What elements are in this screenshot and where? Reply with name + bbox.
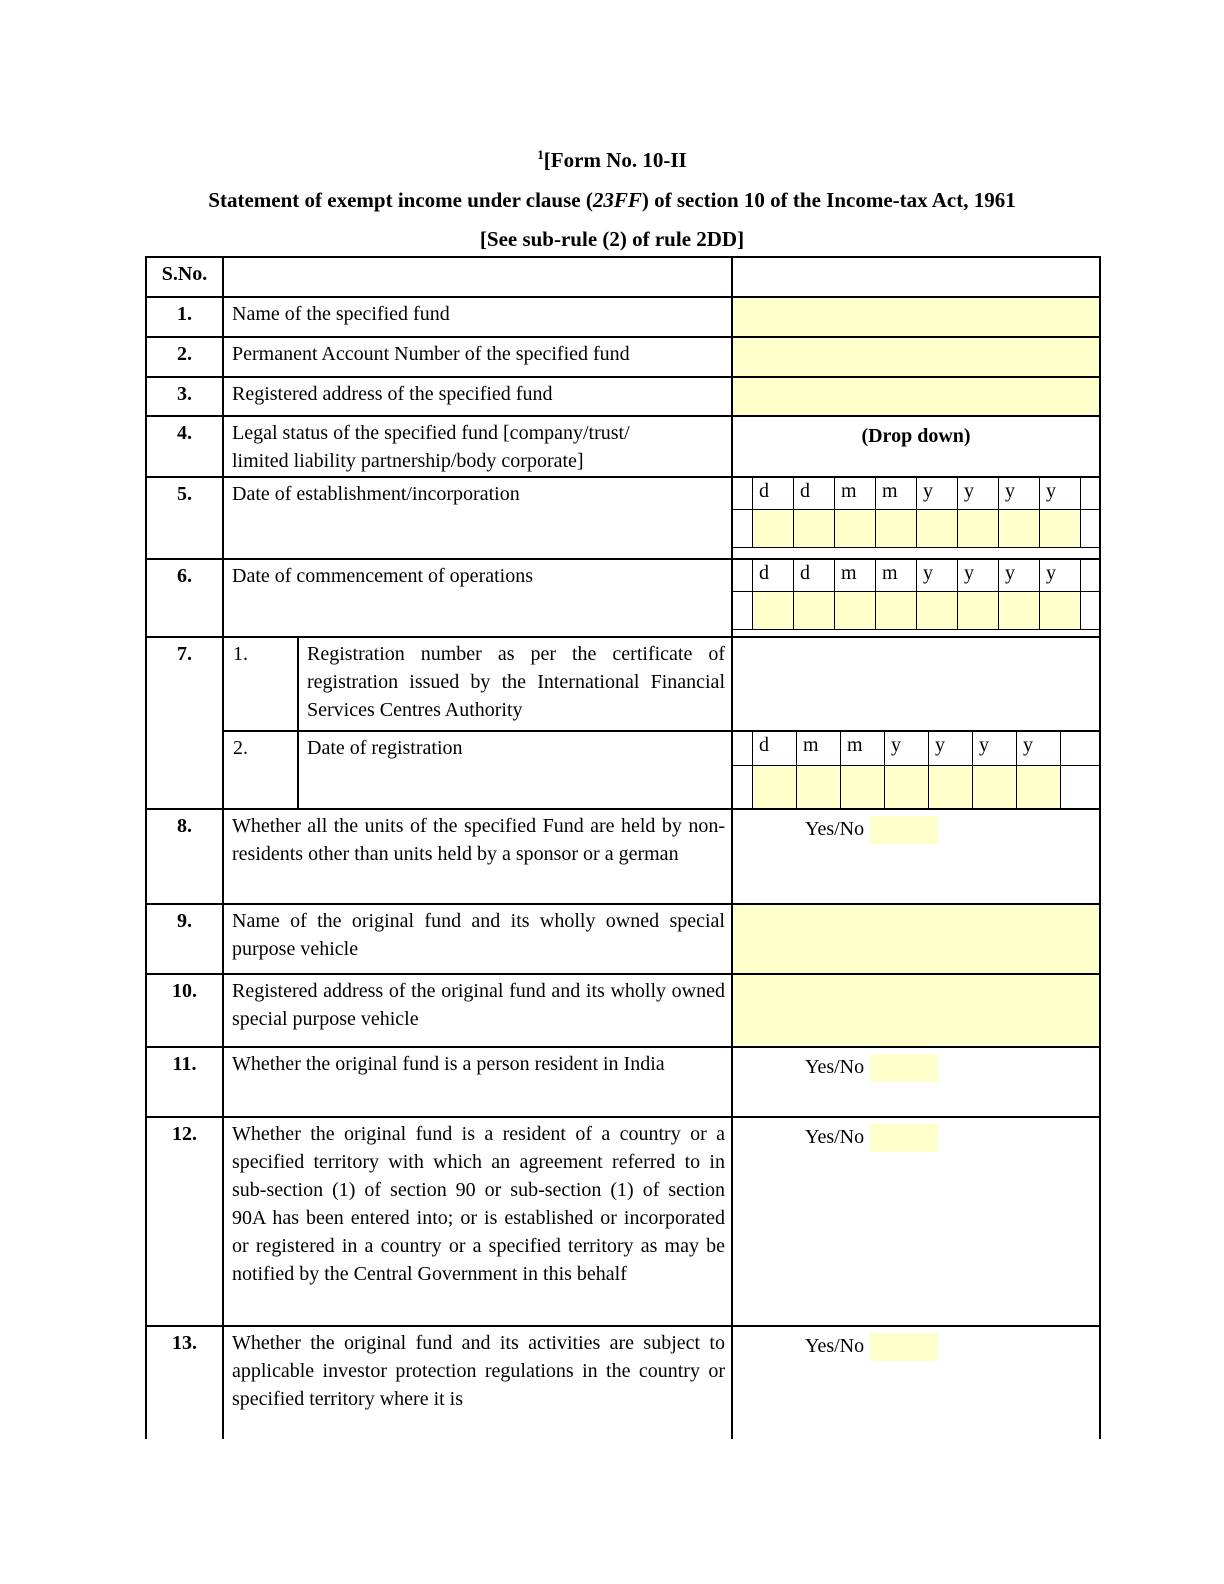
date-letter-cell: d xyxy=(794,560,835,591)
sno-cell: 8. xyxy=(147,810,224,903)
sno-cell: 3. xyxy=(147,378,224,415)
question-cell: Legal status of the specified fund [company/trust/ limited liability partnership/body corporate] xyxy=(224,417,733,476)
date-input-cell[interactable] xyxy=(917,592,958,629)
date-letter-cell: y xyxy=(917,560,958,591)
date-input-row xyxy=(733,766,1099,808)
sno-cell: 7. xyxy=(147,638,224,808)
table-row-3 xyxy=(147,378,1099,417)
form-title xyxy=(0,141,1224,174)
date-input-cell[interactable] xyxy=(841,766,885,808)
sub-sno-cell: 1. xyxy=(224,638,299,730)
date-input-cell[interactable] xyxy=(1017,766,1061,808)
question-cell: Date of registration xyxy=(299,732,733,808)
sno-cell: 9. xyxy=(147,905,224,973)
date-grid-establishment xyxy=(733,478,1099,558)
sno-cell: 13. xyxy=(147,1327,224,1439)
date-spacer-cell xyxy=(1081,510,1099,547)
date-grid-commencement xyxy=(733,560,1099,636)
sno-cell: 6. xyxy=(147,560,224,636)
question-cell: Whether all the units of the specified Fund are held by non-residents other than units held by a sponsor or a german xyxy=(224,810,733,903)
date-letter-cell: y xyxy=(929,732,973,765)
date-input-cell[interactable] xyxy=(1040,592,1081,629)
table-row-7 xyxy=(147,638,1099,810)
form-statement: Statement of exempt income under clause (23FF) of section 10 of the Income-tax Act, 1961 xyxy=(208,188,1016,212)
date-letter-cell: m xyxy=(835,560,876,591)
yes-no-input-box[interactable] xyxy=(870,816,938,844)
table-row-4 xyxy=(147,417,1099,478)
clause-ref: 23FF xyxy=(592,188,642,212)
date-input-cell[interactable] xyxy=(958,510,999,547)
date-input-cell[interactable] xyxy=(876,510,917,547)
answer-cell xyxy=(733,1327,1099,1439)
input-original-fund-name[interactable] xyxy=(733,905,1099,973)
yes-no-input-box[interactable] xyxy=(870,1333,938,1361)
input-fund-pan[interactable] xyxy=(733,338,1099,376)
yes-no-input-box[interactable] xyxy=(870,1054,938,1082)
table-row-6 xyxy=(147,560,1099,638)
date-spacer-cell xyxy=(733,560,753,591)
answer-cell xyxy=(733,1048,1099,1116)
date-letter-cell: y xyxy=(958,478,999,509)
date-spacer-cell xyxy=(733,478,753,509)
date-letter-cell: y xyxy=(958,560,999,591)
date-input-cell[interactable] xyxy=(1040,510,1081,547)
question-cell: Name of the original fund and its wholly owned special purpose vehicle xyxy=(224,905,733,973)
table-row-11 xyxy=(147,1048,1099,1118)
date-input-cell[interactable] xyxy=(753,592,794,629)
yes-no-label: Yes/No xyxy=(805,818,865,840)
input-registration-number[interactable] xyxy=(733,638,1099,730)
date-input-cell[interactable] xyxy=(885,766,929,808)
yes-no-input-box[interactable] xyxy=(870,1124,938,1152)
question-cell: Whether the original fund is a resident of a country or a specified territory with which an agreement referred to in sub-section (1) of section 90 or sub-section (1) of section 90A has been entered into; or is established or incorporated or registered in a country or a specified territory as may be notified by the Central Government in this behalf xyxy=(224,1118,733,1325)
date-input-cell[interactable] xyxy=(794,510,835,547)
table-row-8 xyxy=(147,810,1099,905)
date-input-cell[interactable] xyxy=(999,510,1040,547)
footnote-marker: 1 xyxy=(537,147,544,162)
date-spacer-cell xyxy=(1061,732,1099,765)
dropdown-legal-status[interactable]: (Drop down) xyxy=(861,425,971,447)
sno-header-cell: S.No. xyxy=(147,258,224,296)
question-cell: Date of commencement of operations xyxy=(224,560,733,636)
date-input-cell[interactable] xyxy=(917,510,958,547)
date-input-cell[interactable] xyxy=(999,592,1040,629)
sno-cell: 4. xyxy=(147,417,224,476)
date-spacer-cell xyxy=(1081,560,1099,591)
date-input-cell[interactable] xyxy=(929,766,973,808)
date-input-cell[interactable] xyxy=(797,766,841,808)
yes-no-label: Yes/No xyxy=(805,1335,865,1357)
table-row-10 xyxy=(147,975,1099,1048)
date-letter-cell: y xyxy=(973,732,1017,765)
question-cell: Registered address of the specified fund xyxy=(224,378,733,415)
date-letter-cell: y xyxy=(1040,560,1081,591)
date-spacer-cell xyxy=(1081,478,1099,509)
form-table xyxy=(145,256,1101,1439)
date-letter-cell: d xyxy=(753,560,794,591)
question-cell: Permanent Account Number of the specified fund xyxy=(224,338,733,376)
date-input-row xyxy=(733,510,1099,548)
date-letter-row xyxy=(733,478,1099,510)
sno-cell: 1. xyxy=(147,298,224,336)
input-fund-name[interactable] xyxy=(733,298,1099,336)
sub-sno-cell: 2. xyxy=(224,732,299,808)
question-cell: Name of the specified fund xyxy=(224,298,733,336)
yes-no-label: Yes/No xyxy=(805,1126,865,1148)
yes-no-label: Yes/No xyxy=(805,1056,865,1078)
table-header-row xyxy=(147,258,1099,298)
date-input-row xyxy=(733,592,1099,630)
table-row-9 xyxy=(147,905,1099,975)
form-number-text: [Form No. 10-II xyxy=(543,148,687,172)
sno-cell: 10. xyxy=(147,975,224,1046)
question-cell: Date of establishment/incorporation xyxy=(224,478,733,558)
date-input-cell[interactable] xyxy=(958,592,999,629)
answer-cell xyxy=(733,810,1099,903)
date-spacer-cell xyxy=(1061,766,1099,808)
date-letter-cell: y xyxy=(999,478,1040,509)
table-row-1 xyxy=(147,298,1099,338)
date-spacer-cell xyxy=(733,732,753,765)
question-header-cell xyxy=(224,258,733,296)
answer-header-cell xyxy=(733,258,1099,296)
date-input-cell[interactable] xyxy=(753,510,794,547)
date-letter-row xyxy=(733,560,1099,592)
sno-cell: 2. xyxy=(147,338,224,376)
date-input-cell[interactable] xyxy=(973,766,1017,808)
date-input-cell[interactable] xyxy=(876,592,917,629)
sno-cell: 12. xyxy=(147,1118,224,1325)
date-input-cell[interactable] xyxy=(835,592,876,629)
date-letter-cell: m xyxy=(797,732,841,765)
table-row-12 xyxy=(147,1118,1099,1327)
date-spacer-cell xyxy=(733,510,753,547)
date-letter-cell: m xyxy=(841,732,885,765)
question-cell: Registration number as per the certificate of registration issued by the International Financial Services Centres Authority xyxy=(299,638,733,730)
date-letter-row xyxy=(733,732,1099,766)
table-row-7-2 xyxy=(224,732,1099,808)
date-input-cell[interactable] xyxy=(753,766,797,808)
table-row-13 xyxy=(147,1327,1099,1439)
date-grid-registration xyxy=(733,732,1099,808)
date-letter-cell: y xyxy=(917,478,958,509)
input-original-fund-address[interactable] xyxy=(733,975,1099,1046)
date-letter-cell: y xyxy=(1017,732,1061,765)
table-row-5 xyxy=(147,478,1099,560)
date-spacer-cell xyxy=(1081,592,1099,629)
date-letter-cell: d xyxy=(753,478,794,509)
date-letter-cell: y xyxy=(999,560,1040,591)
answer-cell xyxy=(733,1118,1099,1325)
sub-rule-reference: [See sub-rule (2) of rule 2DD] xyxy=(479,227,745,251)
date-letter-cell: y xyxy=(885,732,929,765)
date-letter-cell: d xyxy=(753,732,797,765)
question-cell: Registered address of the original fund and its wholly owned special purpose vehicle xyxy=(224,975,733,1046)
input-fund-address[interactable] xyxy=(733,378,1099,415)
date-spacer-cell xyxy=(733,766,753,808)
sno-cell: 11. xyxy=(147,1048,224,1116)
table-row-2 xyxy=(147,338,1099,378)
date-letter-cell: y xyxy=(1040,478,1081,509)
date-input-cell[interactable] xyxy=(835,510,876,547)
date-spacer-cell xyxy=(733,592,753,629)
date-letter-cell: m xyxy=(835,478,876,509)
question-cell: Whether the original fund and its activities are subject to applicable investor protection regulations in the country or specified territory where it is xyxy=(224,1327,733,1439)
question-cell: Whether the original fund is a person resident in India xyxy=(224,1048,733,1116)
table-row-7-1 xyxy=(224,638,1099,732)
date-letter-cell: d xyxy=(794,478,835,509)
date-letter-cell: m xyxy=(876,478,917,509)
date-input-cell[interactable] xyxy=(794,592,835,629)
date-letter-cell: m xyxy=(876,560,917,591)
sno-cell: 5. xyxy=(147,478,224,558)
